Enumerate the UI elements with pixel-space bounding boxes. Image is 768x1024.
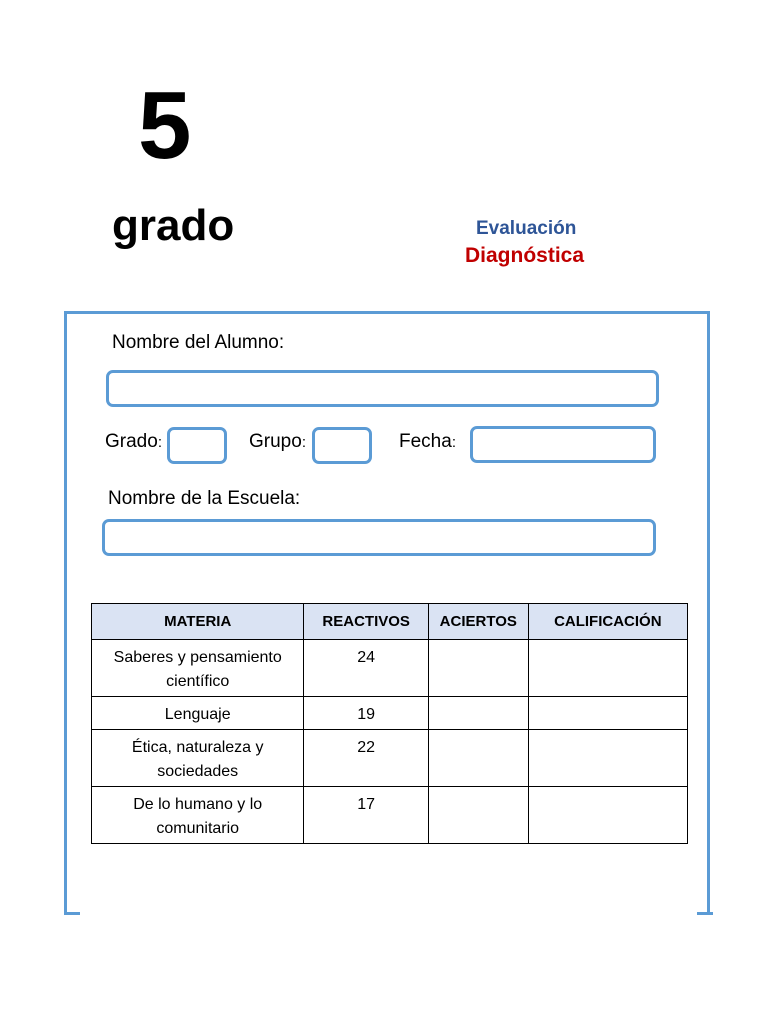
table-row xyxy=(92,787,688,844)
reactivos-cell: 24 xyxy=(304,640,429,697)
materia-cell: De lo humano y lo comunitario xyxy=(92,787,304,844)
aciertos-cell[interactable] xyxy=(428,730,528,787)
table-row xyxy=(92,730,688,787)
frame-corner-left xyxy=(64,912,80,915)
calificacion-cell[interactable] xyxy=(528,697,687,730)
header-aciertos: ACIERTOS xyxy=(428,604,528,640)
table-row xyxy=(92,640,688,697)
date-field[interactable] xyxy=(470,426,656,463)
calificacion-cell[interactable] xyxy=(528,730,687,787)
student-name-label: Nombre del Alumno: xyxy=(112,332,285,353)
materia-cell: Ética, naturaleza y sociedades xyxy=(92,730,304,787)
header-reactivos: REACTIVOS xyxy=(304,604,429,640)
grade-field[interactable] xyxy=(167,427,227,464)
aciertos-cell[interactable] xyxy=(428,697,528,730)
scores-table xyxy=(91,603,688,844)
aciertos-cell[interactable] xyxy=(428,787,528,844)
calificacion-cell[interactable] xyxy=(528,787,687,844)
reactivos-cell: 22 xyxy=(304,730,429,787)
table-row xyxy=(92,697,688,730)
school-name-field[interactable] xyxy=(102,519,656,556)
evaluation-title-line1: Evaluación xyxy=(476,218,577,239)
grade-label: Grado: xyxy=(105,431,162,452)
reactivos-cell: 17 xyxy=(304,787,429,844)
materia-cell: Saberes y pensamiento científico xyxy=(92,640,304,697)
header-calificacion: CALIFICACIÓN xyxy=(528,604,687,640)
date-label: Fecha: xyxy=(399,431,456,452)
group-field[interactable] xyxy=(312,427,372,464)
group-label: Grupo: xyxy=(249,431,306,452)
evaluation-title-line2: Diagnóstica xyxy=(465,244,585,267)
materia-cell: Lenguaje xyxy=(92,697,304,730)
frame-corner-right xyxy=(697,912,713,915)
aciertos-cell[interactable] xyxy=(428,640,528,697)
reactivos-cell: 19 xyxy=(304,697,429,730)
grade-word: grado xyxy=(112,201,235,250)
student-name-field[interactable] xyxy=(106,370,659,407)
calificacion-cell[interactable] xyxy=(528,640,687,697)
grade-number: 5 xyxy=(138,72,192,179)
table-header-row xyxy=(92,604,688,640)
school-name-label: Nombre de la Escuela: xyxy=(108,488,301,509)
header-materia: MATERIA xyxy=(92,604,304,640)
